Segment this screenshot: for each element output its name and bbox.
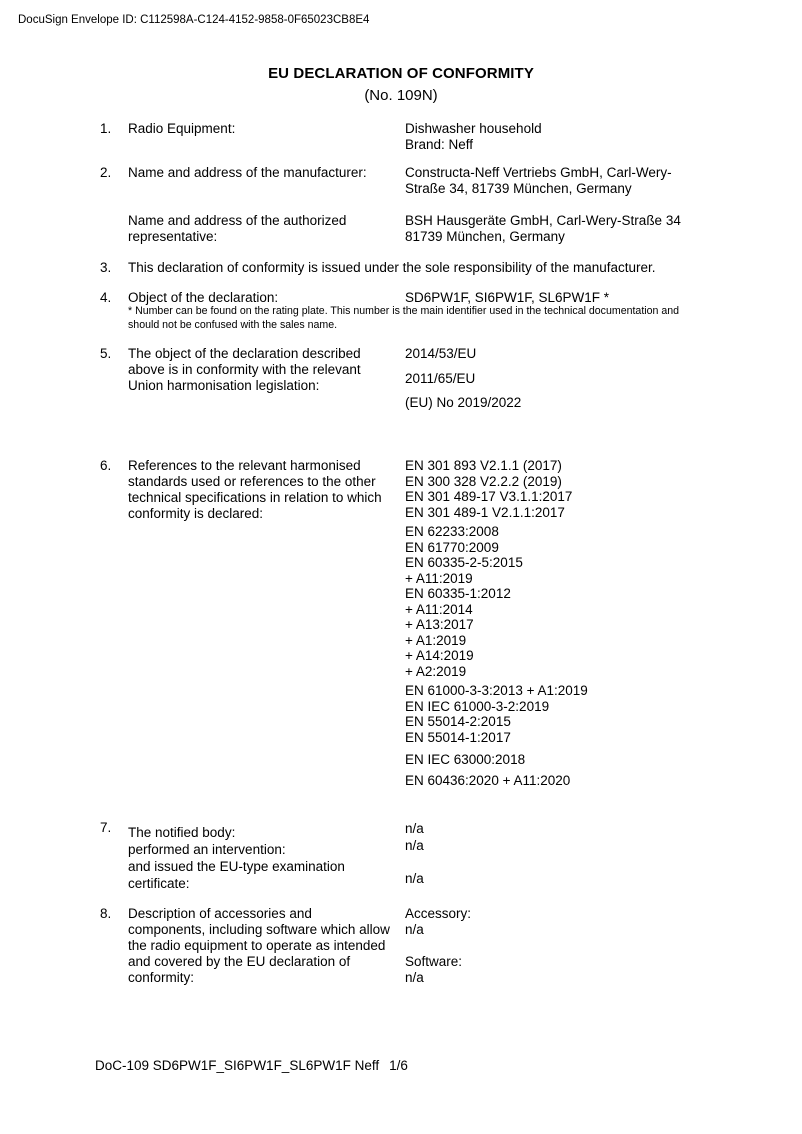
item-number: 4.	[100, 290, 112, 305]
item-value	[405, 820, 775, 887]
item-number: 7.	[100, 820, 112, 835]
item-label	[128, 290, 408, 306]
item-value	[405, 290, 775, 306]
text-line: + A14:2019	[405, 648, 474, 663]
text-line: References to the relevant harmonised	[128, 458, 361, 473]
text-line: 81739 München, Germany	[405, 229, 565, 244]
text-line: and issued the EU-type examination	[128, 859, 345, 874]
item-value	[405, 165, 775, 197]
text-line: n/a	[405, 970, 424, 985]
item-number: 8.	[100, 906, 112, 921]
text-line: should not be confused with the sales name.	[128, 318, 338, 331]
text-line: certificate:	[128, 876, 190, 891]
text-line: EN 60335-1:2012	[405, 586, 511, 601]
text-line: Description of accessories and	[128, 906, 312, 921]
item-number: 6.	[100, 458, 112, 473]
text-line: Name and address of the authorized	[128, 213, 347, 228]
text-line: conformity is declared:	[128, 506, 264, 521]
text-line: components, including software which allow	[128, 922, 390, 937]
text-line: EN 55014-2:2015	[405, 714, 511, 729]
text-line: technical specifications in relation to which	[128, 490, 382, 505]
item-value	[405, 213, 775, 245]
text-line: EN 301 489-1 V2.1.1:2017	[405, 504, 565, 520]
text-line: + A13:2017	[405, 617, 474, 632]
footer-page-number: 1/6	[389, 1058, 408, 1073]
item-label	[128, 213, 408, 245]
item-value	[405, 458, 775, 788]
text-line: standards used or references to the other	[128, 474, 376, 489]
text-line: n/a	[405, 922, 424, 937]
text-line: EN 62233:2008	[405, 524, 499, 539]
text-line: EN 61000-3-3:2013 + A1:2019	[405, 683, 588, 698]
footer-doc-ref: DoC-109 SD6PW1F_SI6PW1F_SL6PW1F Neff	[95, 1058, 380, 1073]
text-line: performed an intervention:	[128, 842, 286, 857]
text-line: EN 55014-1:2017	[405, 729, 511, 745]
text-line: conformity:	[128, 970, 195, 985]
text-line: Dishwasher household	[405, 121, 542, 136]
item-value	[405, 906, 775, 986]
item-value	[405, 121, 775, 153]
text-line: EN IEC 61000-3-2:2019	[405, 698, 550, 714]
item-label	[128, 906, 408, 986]
text-line: Software:	[405, 954, 463, 969]
text-line: EN 61770:2009	[405, 539, 499, 555]
text-line: representative:	[128, 229, 218, 244]
text-line: Union harmonisation legislation:	[128, 378, 320, 393]
item-label	[128, 121, 408, 137]
item-number: 2.	[100, 165, 112, 180]
text-line: above is in conformity with the relevant	[128, 362, 361, 377]
text-line: and covered by the EU declaration of	[128, 954, 351, 969]
text-line: (EU) No 2019/2022	[405, 395, 522, 410]
document-title: EU DECLARATION OF CONFORMITY	[268, 65, 534, 82]
text-line: Straße 34, 81739 München, Germany	[405, 181, 632, 196]
text-line: EN 301 893 V2.1.1 (2017)	[405, 458, 562, 473]
software-value	[405, 954, 775, 986]
text-line: Object of the declaration:	[128, 290, 279, 305]
text-line: + A11:2019	[405, 570, 473, 586]
notified-body-value: n/a	[405, 821, 424, 836]
standards-group-safety	[405, 524, 775, 679]
text-line: + A1:2019	[405, 632, 467, 648]
text-line: Brand: Neff	[405, 137, 474, 152]
certificate-value: n/a	[405, 871, 424, 886]
document-number: (No. 109N)	[364, 87, 438, 104]
text-line: Constructa-Neff Vertriebs GmbH, Carl-Wery-	[405, 165, 672, 180]
text-line: Accessory:	[405, 906, 472, 921]
standards-group-rohs	[405, 752, 775, 768]
item-label	[128, 165, 408, 181]
text-line: + A11:2014	[405, 601, 473, 617]
standards-group-performance	[405, 773, 775, 789]
item-label	[128, 346, 408, 394]
standards-group-radio	[405, 458, 775, 520]
item-number: 5.	[100, 346, 112, 361]
text-line: 2011/65/EU	[405, 370, 476, 386]
item-number: 3.	[100, 260, 112, 275]
text-line: The notified body:	[128, 825, 236, 840]
text-line: BSH Hausgeräte GmbH, Carl-Wery-Straße 34	[405, 213, 681, 228]
item-label	[128, 458, 408, 522]
text-line: Radio Equipment:	[128, 121, 236, 136]
text-line: EN 60335-2-5:2015	[405, 555, 523, 570]
text-line: EN 300 328 V2.2.2 (2019)	[405, 473, 562, 489]
text-line: SD6PW1F, SI6PW1F, SL6PW1F *	[405, 290, 610, 305]
text-line: the radio equipment to operate as intended	[128, 938, 386, 953]
text-line: 2014/53/EU	[405, 346, 477, 361]
text-line: EN IEC 63000:2018	[405, 752, 526, 767]
item-value	[405, 346, 775, 420]
text-line: The object of the declaration described	[128, 346, 361, 361]
item-number: 1.	[100, 121, 112, 136]
item-label	[128, 820, 408, 892]
text-line: EN 60436:2020 + A11:2020	[405, 772, 571, 788]
docusign-envelope-id: DocuSign Envelope ID: C112598A-C124-4152-9858-0F65023CB8E4	[18, 14, 370, 26]
text-line: + A2:2019	[405, 663, 467, 679]
text-line: * Number can be found on the rating plate. This number is the main identifier used in the technical documentation and	[128, 305, 680, 317]
rating-plate-footnote	[128, 305, 713, 332]
standards-group-emc	[405, 683, 775, 745]
accessory-value	[405, 906, 775, 938]
item-text: This declaration of conformity is issued under the sole responsibility of the manufacturer.	[128, 260, 656, 275]
intervention-value: n/a	[405, 838, 424, 853]
document-footer	[95, 1058, 408, 1074]
text-line: Name and address of the manufacturer:	[128, 165, 367, 180]
text-line: EN 301 489-17 V3.1.1:2017	[405, 489, 573, 504]
